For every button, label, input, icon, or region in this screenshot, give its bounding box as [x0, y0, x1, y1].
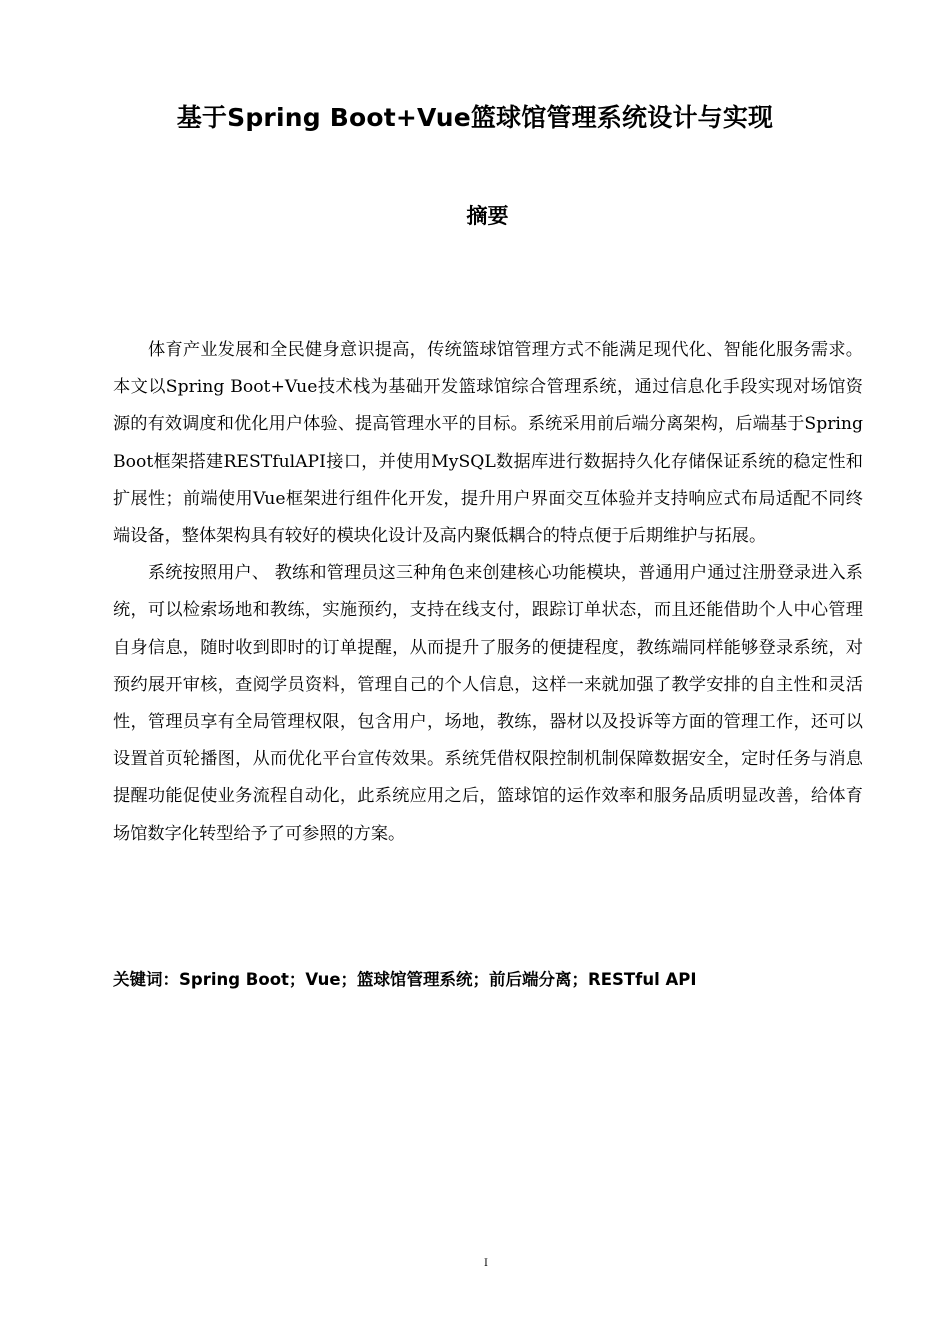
document-title: 基于Spring Boot+Vue篮球馆管理系统设计与实现	[176, 103, 774, 132]
abstract-body	[113, 332, 863, 853]
page-number: I	[484, 1258, 488, 1269]
abstract-paragraph-2: 系统按照用户、 教练和管理员这三种角色来创建核心功能模块，普通用户通过注册登录进入系统，可以检索场地和教练，实施预约，支持在线支付，跟踪订单状态，而且还能借助个人中心管理自身信息，随时收到即时的订单提醒，从而提升了服务的便捷程度，教练端同样能够登录系统，对预约展开审核，查阅学员资料，管理自己的个人信息，这样一来就加强了教学安排的自主性和灵活性，管理员享有全局管理权限，包含用户，场地，教练，器材以及投诉等方面的管理工作，还可以设置首页轮播图，从而优化平台宣传效果。系统凭借权限控制机制保障数据安全，定时任务与消息提醒功能促使业务流程自动化，此系统应用之后，篮球馆的运作效率和服务品质明显改善，给体育场馆数字化转型给予了可参照的方案。	[113, 563, 863, 844]
abstract-paragraph-1: 体育产业发展和全民健身意识提高，传统篮球馆管理方式不能满足现代化、智能化服务需求。本文以Spring Boot+Vue技术栈为基础开发篮球馆综合管理系统，通过信息化手段实现对场馆资源的有效调度和优化用户体验、提高管理水平的目标。系统采用前后端分离架构，后端基于Spring Boot框架搭建RESTfulAPI接口，并使用MySQL数据库进行数据持久化存储保证系统的稳定性和扩展性；前端使用Vue框架进行组件化开发，提升用户界面交互体验并支持响应式布局适配不同终端设备，整体架构具有较好的模块化设计及高内聚低耦合的特点便于后期维护与拓展。	[113, 340, 863, 547]
keywords-line: 关键词：Spring Boot；Vue；篮球馆管理系统；前后端分离；RESTful API	[113, 970, 697, 989]
abstract-heading: 摘要	[466, 204, 509, 228]
